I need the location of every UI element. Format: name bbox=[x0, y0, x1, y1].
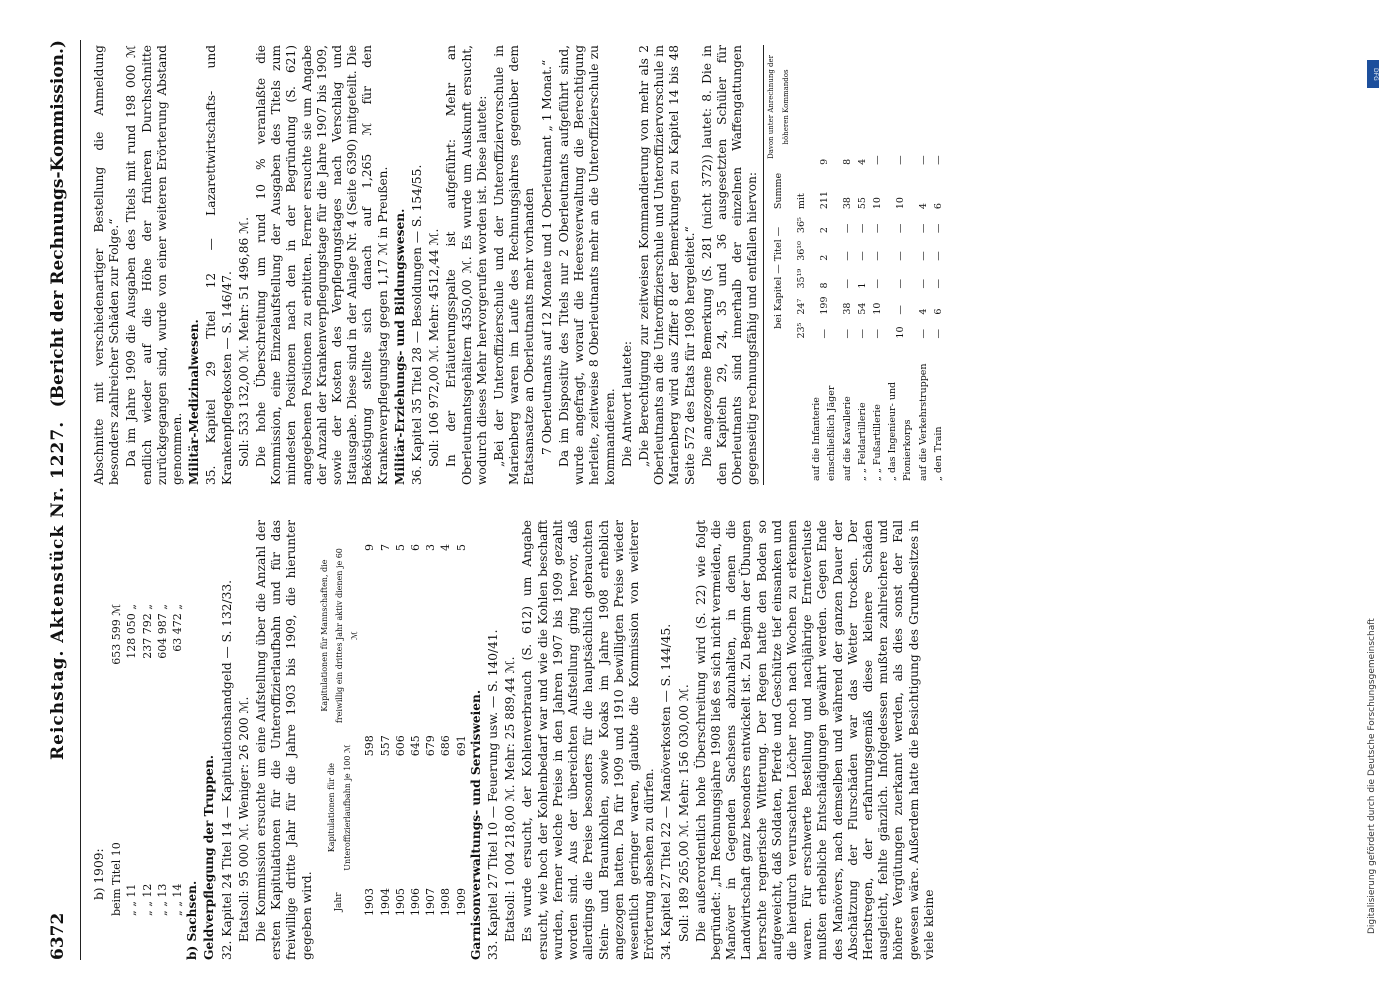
cell: 1903 bbox=[363, 888, 377, 916]
dfg-logo: DFG bbox=[1367, 60, 1379, 88]
cell: — bbox=[871, 279, 883, 289]
title-value: 63 472 „ bbox=[171, 604, 185, 652]
cell: — bbox=[894, 155, 906, 165]
column-header: Davon unter Anrechnung der höheren Kommandos bbox=[766, 54, 790, 159]
cell: 2 bbox=[818, 254, 830, 261]
cell: 1907 bbox=[424, 888, 438, 916]
left-column bbox=[92, 520, 939, 960]
item-text: Es wurde ersucht, der Kohlenverbrauch (S. 612) um Angabe ersucht, wie hoch der Kohlenbedarf war und wie die Kohlen beschafft wurden, ferner welche Preise in den Jahren 1907 bis 1909 gezahlt worden sind. Aus der übereichten Aufstellung ging hervor, daß allerdings die Preise besonders für die hauptsächlich gebrauchten Stein- und Braunkohlen, sowie Koaks im Jahre 1908 erheblich angezogen hatten. Da für 1909 und 1910 bewilligten Preise wieder wesentlich geringer waren, glaubte die Kommission von weiterer Erörterung absehen zu dürfen. bbox=[520, 520, 657, 960]
titles-table bbox=[109, 600, 185, 920]
section-heading: Militär-Erziehungs- und Bildungswesen. bbox=[392, 208, 407, 485]
column-header: bei Kapitel — Titel — bbox=[773, 226, 785, 329]
header-title: Reichstag. Aktenstück Nr. 1227. bbox=[48, 420, 68, 760]
table-row bbox=[916, 45, 931, 485]
cell: „ „ Fußartillerie bbox=[871, 404, 883, 481]
cell: — bbox=[932, 251, 944, 261]
section-heading: b) Sachsen. bbox=[185, 880, 200, 960]
item-sub: Soll: 189 265,00 ℳ. Mehr: 156 030,00 ℳ. bbox=[676, 684, 691, 942]
cell: — bbox=[841, 223, 853, 234]
item-text: Die außerordentlich hohe Überschreitung wird (S. 22) wie folgt begründet: „Im Rechnungsjahre 1908 ließ es sich nicht vermeiden, die Manöver in Gegenden Sachsens abzuhalten, in denen die Landwirtschaft ganz besonders entwickelt ist. Zu Beginn der Übungen herrschte regnerische Witterung. Der Regen hatte den Boden so aufgeweicht, daß Soldaten, Pferde und Geschütze tief einsanken und die hierdurch verursachten Löcher noch nach Wochen zu erkennen waren. Für erschwerte Bestellung und nachjährige Ernteverluste mußten erhebliche Entschädigungen gewährt werden. Gegen Ende des Manövers, nach demselben und während der ganzen Dauer der Abschätzung der Flurschäden war das Wetter trocken. Der Herbstregen, der erfahrungsgemäß diese kleinere Schäden ausgleicht, fehlte gänzlich. Infolgedessen mußten zahlreichere und höhere Vergütungen zuerkannt werden, als dies sonst der Fall gewesen wäre. Außerdem hatte die Besichtigung des Grundbesitzes in viele kleine bbox=[693, 520, 936, 960]
table-header-row bbox=[763, 45, 794, 485]
cell: 5 bbox=[393, 544, 407, 551]
item-heading: 33. Kapitel 27 Titel 10 — Feuerung usw. — S. 140/41. bbox=[486, 629, 501, 960]
table-row bbox=[931, 45, 946, 485]
title-label: „ „ 13 bbox=[155, 883, 169, 916]
title-label: „ „ 12 bbox=[140, 883, 154, 916]
cell: — bbox=[856, 223, 868, 234]
cell: 10 bbox=[871, 197, 883, 210]
table-row bbox=[840, 45, 855, 485]
cell: 1905 bbox=[393, 888, 407, 916]
cell: 6 bbox=[932, 203, 944, 210]
table-subheader-row bbox=[794, 45, 809, 485]
paragraph: Abschnitte mit verschiedenartiger Bestellung die Anmeldung besonders zahlreicher Schäden zur Folge.“ bbox=[92, 45, 122, 485]
cell: 4 bbox=[856, 158, 868, 165]
item-heading: 34. Kapitel 27 Titel 22 — Manöverkosten — S. 144/45. bbox=[659, 623, 674, 960]
cell: 686 bbox=[439, 735, 453, 757]
item-heading: 32. Kapitel 24 Titel 14 — Kapitulationshandgeld — S. 132/33. bbox=[219, 580, 234, 960]
title-value: 653 599 ℳ bbox=[110, 604, 124, 665]
cell: 7 bbox=[378, 544, 392, 551]
item-sub: Etatsoll: 95 000 ℳ. Weniger: 26 200 ℳ. bbox=[236, 696, 251, 942]
cell: 6 bbox=[409, 544, 423, 551]
section-heading: Geldverpflegung der Truppen. bbox=[202, 754, 217, 960]
cell: 10 bbox=[894, 326, 906, 339]
cell: — bbox=[841, 279, 853, 289]
cell: 598 bbox=[363, 735, 377, 757]
table-row bbox=[870, 45, 885, 485]
cell: 38 bbox=[841, 197, 853, 210]
cell: 8 bbox=[841, 158, 853, 165]
section-heading: Garnisonverwaltungs- und Servisweien. bbox=[468, 689, 483, 960]
cell: 645 bbox=[409, 735, 423, 757]
table-row bbox=[170, 600, 185, 920]
column-header: Kapitulationen für die Unteroffizierlaufbahn je 100 ℳ bbox=[327, 744, 352, 871]
table-row bbox=[809, 45, 839, 485]
section-heading: Militär-Medizinalwesen. bbox=[187, 319, 202, 485]
table-row bbox=[124, 600, 139, 920]
cell: 1909 bbox=[454, 888, 468, 916]
cell: 691 bbox=[454, 735, 468, 757]
column-subheader: 24⁷ bbox=[795, 298, 807, 315]
table-row bbox=[109, 600, 124, 920]
cell: — bbox=[932, 223, 944, 234]
column-subheader: 23⁵ bbox=[795, 322, 807, 339]
cell: — bbox=[917, 329, 929, 339]
table-row bbox=[408, 540, 423, 920]
cell: 6 bbox=[932, 308, 944, 315]
item-heading: 35. Kapitel 29 Titel 12 — Lazarettwirtschafts- und Krankenpflegekosten — S. 146/47. bbox=[204, 45, 234, 485]
cell: 8 bbox=[818, 282, 830, 289]
cell: — bbox=[871, 251, 883, 261]
column-subheader: 36¹⁰ bbox=[795, 241, 807, 261]
table-row bbox=[393, 540, 408, 920]
cell: — bbox=[932, 155, 944, 165]
cell: 199 bbox=[818, 296, 830, 315]
cell: — bbox=[894, 251, 906, 261]
quote: Da im Dispositiv des Titels nur 2 Oberleutnants aufgeführt sind, wurde angefragt, worauf die Heeresverwaltung die Berechtigung herleite, zeitweise 8 Oberleutnants mehr an die Unteroffizierschule zu kommandieren. bbox=[556, 45, 617, 485]
column-header: Summe bbox=[773, 172, 785, 210]
digitization-strip bbox=[1367, 60, 1379, 940]
cell: 55 bbox=[856, 197, 868, 210]
cell: 1904 bbox=[378, 888, 392, 916]
cell: 4 bbox=[439, 544, 453, 551]
right-column bbox=[92, 45, 946, 485]
table-row bbox=[155, 600, 170, 920]
cell: — bbox=[894, 223, 906, 234]
title-value: 128 050 „ bbox=[125, 604, 139, 659]
column-subheader: 36⁵ bbox=[795, 217, 807, 234]
cell: — bbox=[917, 223, 929, 234]
cell: — bbox=[818, 329, 830, 339]
cell: — bbox=[856, 251, 868, 261]
item-text: Die hohe Überschreitung um rund 10 % veranlaßte die Kommission, eine Einzelaufstellung der Ausgaben des Titels zum mindesten Positionen nach den in der Begründung (S. 621) angegebenen Positionen zu erbitten. Ferner ersuchte sie um Angabe der Anzahl der Krankenverpflegungstage für die Jahre 1907 bis 1909, sowie der Kosten des Verpflegungstages nach Verschlag und Istausgabe. Diese sind in der Anlage Nr. 4 (Seite 6390) mitgeteilt. Die Beköstigung stellte sich danach auf 1,265 ℳ für den Krankenverpflegungstag gegen 1,17 ℳ in Preußen. bbox=[254, 45, 390, 485]
quote: 7 Oberleutnants auf 12 Monate und 1 Oberleutnant „ 1 Monat.“ bbox=[539, 59, 554, 455]
cell: „ das Ingenieur- und Pionierkorps bbox=[887, 381, 914, 481]
item-text: In der Erläuterungsspalte ist aufgeführt: Mehr an Oberleutnantsgehältern 4350,00 ℳ. Es wurde um Auskunft ersucht, wodurch dieses Mehr hervorgerufen worden ist. Diese lautete: bbox=[444, 45, 489, 485]
kapitulation-table bbox=[317, 540, 469, 920]
oberleutnant-table bbox=[763, 45, 946, 485]
cell: 5 bbox=[454, 544, 468, 551]
item-text: Die Kommission ersuchte um eine Aufstellung über die Anzahl der ersten Kapitulationen für die Unteroffizierlaufbahn und für das freiwillige dritte Jahr für die Jahre 1903 bis 1909, die hierunter gegeben wird. bbox=[254, 520, 314, 960]
column-header bbox=[763, 343, 794, 485]
item-sub: Soll: 533 132,00 ℳ. Mehr: 51 496,86 ℳ. bbox=[236, 216, 251, 467]
paragraph: Da im Jahre 1909 die Ausgaben des Titels mit rund 198 000 ℳ endlich wieder auf die Höhe der früheren Durchschnitte zurückgegangen sind, wurde von einer weiteren Erörterung Abstand genommen. bbox=[124, 45, 185, 485]
cell: — bbox=[871, 155, 883, 165]
answer-label: Die Antwort lautete: bbox=[619, 340, 634, 467]
title-label: beim Titel 10 bbox=[110, 842, 124, 916]
table-row bbox=[454, 540, 469, 920]
table-header-row bbox=[317, 540, 363, 920]
cell: 211 bbox=[818, 191, 830, 210]
title-value: 604 987 „ bbox=[155, 604, 169, 659]
cell: — bbox=[856, 329, 868, 339]
cell: — bbox=[871, 329, 883, 339]
cell: 4 bbox=[917, 308, 929, 315]
title-label: „ „ 14 bbox=[171, 883, 185, 916]
cell: 54 bbox=[856, 302, 868, 315]
quote: „Bei der Unteroffizierschule und der Unteroffiziervorschule in Marienberg waren im Laufe des Rechnungsjahres gegenüber dem Etatsansatze an Oberleutnants mehr vorhanden bbox=[492, 45, 537, 485]
cell: — bbox=[894, 279, 906, 289]
cell: 10 bbox=[894, 197, 906, 210]
table-row bbox=[140, 600, 155, 920]
quote: „Die Berechtigung zur zeitweisen Kommandierung von mehr als 2 Oberleutnants an die Unteroffizierschule und Unteroffiziervorschule in Marienberg wird aus Ziffer 8 der Bemerkungen zu Kapitel 14 bis 48 Seite 572 des Etats für 1908 hergeleitet.“ bbox=[636, 45, 697, 485]
cell: 606 bbox=[393, 735, 407, 757]
cell: „ „ Feldartillerie bbox=[856, 402, 868, 481]
cell: — bbox=[917, 279, 929, 289]
cell: 9 bbox=[818, 158, 830, 165]
item-sub: Soll: 106 972,00 ℳ. Mehr: 4512,44 ℳ. bbox=[427, 228, 442, 467]
cell: 557 bbox=[378, 735, 392, 757]
table-row bbox=[855, 45, 870, 485]
cell: auf die Verkehrstruppen bbox=[917, 363, 929, 481]
table-row bbox=[378, 540, 393, 920]
cell: 3 bbox=[424, 544, 438, 551]
cell: auf die Infanterie einschließlich Jäger bbox=[811, 385, 838, 481]
header-section: (Bericht der Rechnungs-Kommission.) bbox=[48, 40, 68, 408]
column-subheader: mit bbox=[795, 193, 807, 210]
cell: — bbox=[841, 329, 853, 339]
cell: 4 bbox=[917, 203, 929, 210]
column-subheader: 35¹⁹ bbox=[795, 268, 807, 289]
title-label: „ „ 11 bbox=[125, 883, 139, 916]
cell: 1908 bbox=[439, 888, 453, 916]
cell: 2 bbox=[818, 227, 830, 234]
item-sub: Etatsoll: 1 004 218,00 ℳ. Mehr: 25 889,44 ℳ. bbox=[503, 656, 518, 942]
cell: auf die Kavallerie bbox=[841, 396, 853, 481]
quote: Die angezogene Bemerkung (S. 281 (nicht 372)) lautet: 8. Die in den Kapiteln 29, 24, 35 und 36 ausgesetzten Schüler für Oberleutnants sind innerhalb der einzelnen Waffengattungen gegenseitig rechnungsfähig und entfallen hiervon: bbox=[699, 45, 760, 485]
subheading-1909: b) 1909: bbox=[92, 848, 106, 900]
column-header: Kapitulationen für Mannschaften, die freiwillig ein drittes Jahr aktiv dienen je 60 ℳ bbox=[319, 548, 360, 724]
table-row bbox=[438, 540, 453, 920]
cell: — bbox=[894, 305, 906, 315]
cell: — bbox=[917, 155, 929, 165]
table-row bbox=[885, 45, 915, 485]
cell: — bbox=[932, 329, 944, 339]
cell: „ den Train bbox=[932, 426, 944, 481]
digitization-credit: Digitalisierung gefördert durch die Deutsche Forschungsgemeinschaft bbox=[1367, 618, 1377, 934]
table-row bbox=[423, 540, 438, 920]
cell: — bbox=[841, 251, 853, 261]
item-heading: 36. Kapitel 35 Titel 28 — Besoldungen — S. 154/55. bbox=[410, 164, 425, 485]
cell: 1906 bbox=[409, 888, 423, 916]
cell: — bbox=[932, 279, 944, 289]
cell: 1 bbox=[856, 282, 868, 289]
table-row bbox=[362, 540, 377, 920]
page-header bbox=[40, 40, 81, 960]
cell: — bbox=[917, 251, 929, 261]
cell: — bbox=[871, 223, 883, 234]
title-value: 237 792 „ bbox=[140, 604, 154, 659]
page-number: 6372 bbox=[48, 912, 68, 960]
column-header: Jahr bbox=[334, 892, 345, 912]
cell: 9 bbox=[363, 544, 377, 551]
cell: 38 bbox=[841, 302, 853, 315]
cell: 679 bbox=[424, 735, 438, 757]
cell: 10 bbox=[871, 302, 883, 315]
